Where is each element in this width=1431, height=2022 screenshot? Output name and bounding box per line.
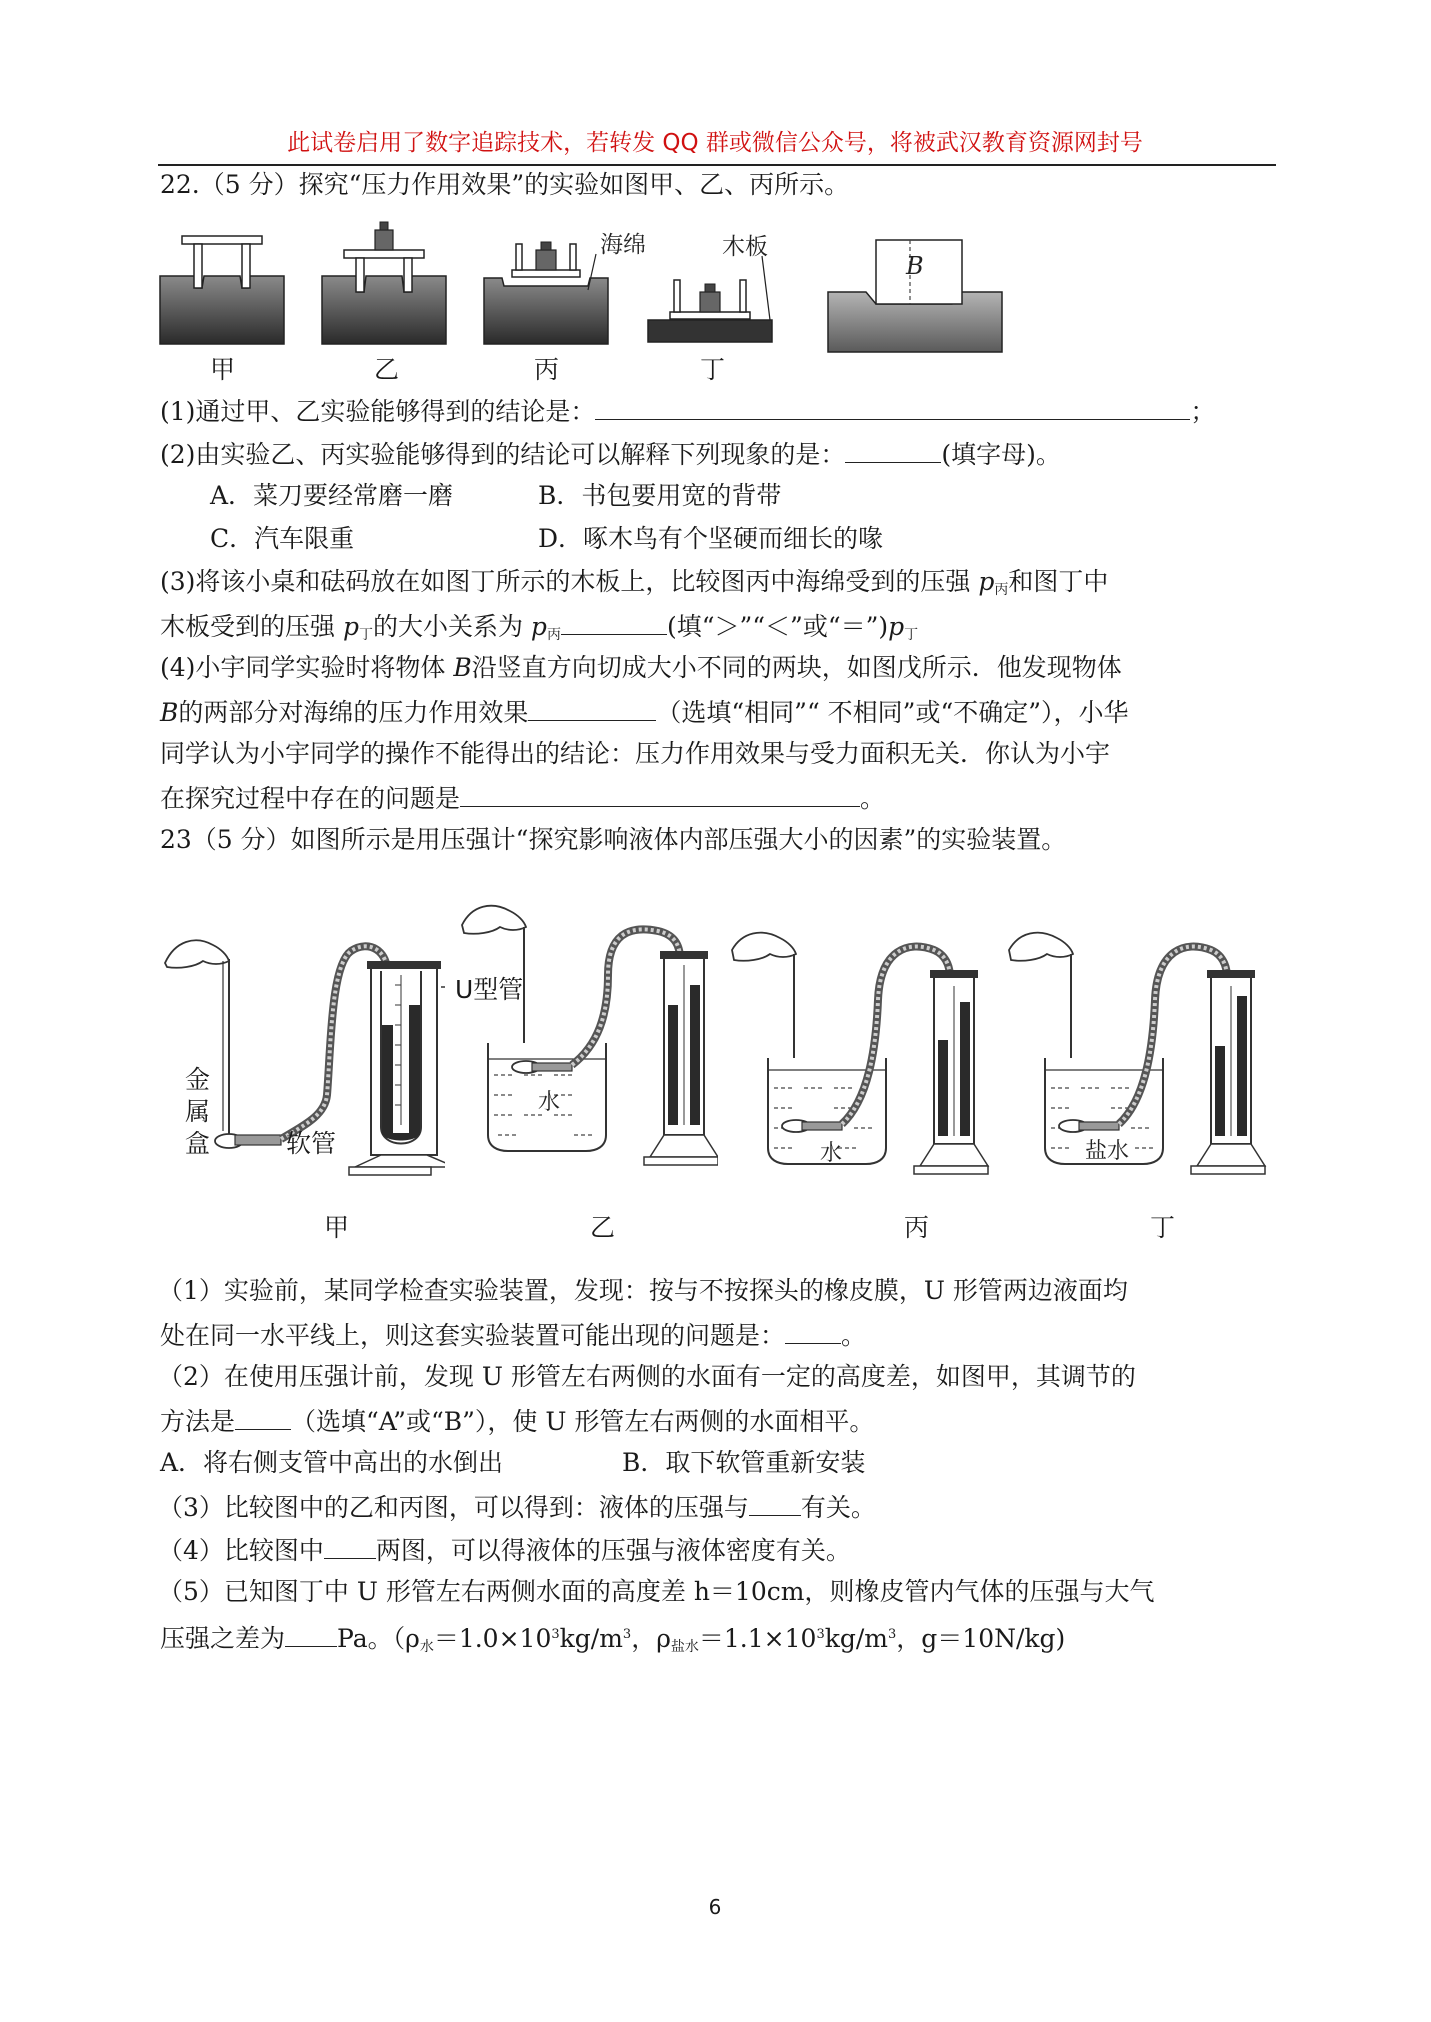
q22-part4-text-f: 。	[860, 784, 886, 813]
q22-part1-end: ；	[1190, 397, 1216, 426]
q22-part3-line2	[160, 610, 918, 650]
answer-blank-23-2[interactable]	[235, 1405, 291, 1430]
p-sub-ding: 丁	[358, 627, 373, 643]
q22-part2-text: (2)由实验乙、丙实验能够得到的结论可以解释下列现象的是：	[160, 440, 846, 469]
figure-23-ding	[1005, 930, 1267, 1192]
q23-part5-text-g: kg/m	[824, 1624, 888, 1653]
figure-22-yi	[320, 218, 448, 346]
p-symbol: p	[888, 612, 905, 641]
rho-sub-water: 水	[419, 1639, 434, 1655]
answer-blank-23-5[interactable]	[285, 1622, 337, 1647]
metal-box-label-1: 金	[185, 1065, 211, 1094]
q23-part5-text-f: ＝1.1×10	[698, 1624, 817, 1653]
q23-part4-text-a: （4）比较图中	[158, 1536, 324, 1565]
answer-blank-22-3[interactable]	[561, 610, 667, 635]
q23-part3-text-a: （3）比较图中的乙和丙图，可以得到：液体的压强与	[158, 1493, 749, 1522]
q23-part2-text-b: （选填“A”或“B”），使 U 形管左右两侧的水面相平。	[291, 1407, 875, 1436]
caption-22-jia: 甲	[210, 355, 236, 384]
q23-part1-line1: （1）实验前，某同学检查实验装置，发现：按与不按探头的橡皮膜，U 形管两边液面均	[158, 1276, 1128, 1305]
q22-part2	[160, 438, 1061, 470]
q22-option-d: D．啄木鸟有个坚硬而细长的喙	[538, 524, 884, 553]
q23-part2-text-a: 方法是	[160, 1407, 236, 1436]
p-symbol: p	[978, 567, 995, 596]
water-label-bing: 水	[820, 1141, 843, 1166]
caption-22-yi: 乙	[374, 355, 400, 384]
q22-part3-text-e: (填“＞”“＜”或“＝”)	[666, 612, 889, 641]
hose-label: 软管	[286, 1129, 337, 1158]
q23-option-b: B．取下软管重新安装	[622, 1448, 866, 1477]
q22-option-c: C．汽车限重	[210, 524, 355, 553]
b-symbol: B	[160, 698, 179, 727]
metal-box-label-3: 盒	[185, 1129, 211, 1158]
block-b-label: B	[906, 252, 924, 280]
q23-part5-text-e: ，ρ	[631, 1624, 671, 1653]
answer-blank-23-3[interactable]	[749, 1491, 801, 1516]
q23-part4	[158, 1534, 851, 1566]
q23-part5-line1: （5）已知图丁中 U 形管左右两侧水面的高度差 h＝10cm，则橡皮管内气体的压强与大气	[158, 1577, 1155, 1606]
figure-22-wu	[826, 238, 1006, 356]
p-sub-bing: 丙	[994, 582, 1009, 598]
q23-part1-end: 。	[841, 1321, 867, 1350]
exponent-3: 3	[551, 1627, 560, 1642]
figure-22-jia	[158, 228, 286, 346]
answer-blank-22-2[interactable]	[845, 438, 941, 463]
q22-title: 22.（5 分）探究“压力作用效果”的实验如图甲、乙、丙所示。	[160, 170, 850, 199]
tracking-warning: 此试卷启用了数字追踪技术，若转发 QQ 群或微信公众号，将被武汉教育资源网封号	[287, 130, 1143, 156]
sponge-label: 海绵	[600, 232, 646, 258]
q22-part3-text-b: 和图丁中	[1008, 567, 1109, 596]
caption-23-bing: 丙	[904, 1213, 930, 1242]
header-rule	[158, 164, 1276, 166]
rho-sub-salt: 盐水	[670, 1639, 699, 1655]
q22-part3-text-c: 木板受到的压强	[160, 612, 343, 641]
q23-part5-text-c: ＝1.0×10	[433, 1624, 552, 1653]
q22-part3-line1	[160, 567, 1108, 605]
q22-part4-text-b: 沿竖直方向切成大小不同的两块，如图戊所示．他发现物体	[471, 653, 1122, 682]
answer-blank-22-1[interactable]	[595, 395, 1190, 420]
salt-water-label: 盐水	[1085, 1139, 1130, 1164]
q23-part5-text-b: Pa。（ρ	[337, 1624, 420, 1653]
q23-part4-text-b: 两图，可以得液体的压强与液体密度有关。	[375, 1536, 851, 1565]
q22-part4-text-c: 的两部分对海绵的压力作用效果	[178, 698, 529, 727]
metal-box-label-2: 属	[185, 1097, 211, 1126]
caption-22-bing: 丙	[534, 355, 560, 384]
q23-part5-text-a: 压强之差为	[160, 1624, 286, 1653]
q22-part1-text: (1)通过甲、乙实验能够得到的结论是：	[160, 397, 596, 426]
q23-part5-text-d: kg/m	[559, 1624, 623, 1653]
figure-23-bing	[728, 930, 990, 1192]
q23-part3	[158, 1491, 876, 1523]
caption-23-ding: 丁	[1150, 1213, 1176, 1242]
page-number: 6	[708, 1895, 722, 1919]
q22-part3-text-d: 的大小关系为	[372, 612, 531, 641]
q23-part5-text-h: ，g＝10N/kg)	[896, 1624, 1066, 1653]
q23-part3-text-b: 有关。	[800, 1493, 876, 1522]
caption-22-ding: 丁	[700, 355, 726, 384]
q22-part4-line4	[160, 782, 885, 814]
figure-23-yi	[458, 895, 718, 1185]
figure-22-ding	[646, 228, 776, 346]
p-symbol: p	[342, 612, 359, 641]
q22-part2-end: (填字母)。	[941, 440, 1061, 469]
q23-part2-line2	[160, 1405, 874, 1437]
q22-part4-text-d: （选填“相同”“ 不相同”或“不确定”），小华	[656, 698, 1129, 727]
q22-part4-text-e: 在探究过程中存在的问题是	[160, 784, 461, 813]
answer-blank-22-4b[interactable]	[460, 782, 860, 807]
answer-blank-23-4[interactable]	[324, 1534, 376, 1559]
caption-23-jia: 甲	[324, 1213, 350, 1242]
answer-blank-22-4a[interactable]	[528, 696, 656, 721]
q22-part4-line2	[160, 696, 1129, 728]
q22-part4-text-a: (4)小宇同学实验时将物体	[160, 653, 454, 682]
figure-22-bing	[482, 228, 654, 346]
p-sub-ding: 丁	[904, 627, 919, 643]
exponent-3: 3	[888, 1627, 897, 1642]
utube-label: U型管	[455, 975, 524, 1004]
p-symbol: p	[530, 612, 547, 641]
q22-option-b: B．书包要用宽的背带	[538, 481, 782, 510]
board-label: 木板	[722, 234, 768, 260]
q22-part3-text-a: (3)将该小桌和砝码放在如图丁所示的木板上，比较图丙中海绵受到的压强	[160, 567, 979, 596]
exponent-3: 3	[816, 1627, 825, 1642]
q23-part2-line1: （2）在使用压强计前，发现 U 形管左右两侧的水面有一定的高度差，如图甲，其调节的	[158, 1362, 1136, 1391]
caption-23-yi: 乙	[590, 1213, 616, 1242]
water-label-yi: 水	[538, 1090, 561, 1115]
p-sub-bing: 丙	[546, 627, 561, 643]
q22-option-a: A．菜刀要经常磨一磨	[210, 481, 454, 510]
q22-part4-line1	[160, 653, 1122, 683]
q23-part5-line2	[160, 1620, 1065, 1662]
answer-blank-23-1[interactable]	[785, 1319, 841, 1344]
q22-part1	[160, 395, 1215, 427]
q23-title: 23（5 分）如图所示是用压强计“探究影响液体内部压强大小的因素”的实验装置。	[160, 825, 1067, 854]
exponent-3: 3	[622, 1627, 632, 1642]
b-symbol: B	[453, 653, 472, 682]
q22-part4-line3: 同学认为小宇同学的操作不能得出的结论：压力作用效果与受力面积无关．你认为小宇	[160, 739, 1111, 768]
q23-part1-line2	[160, 1319, 866, 1351]
q23-option-a: A．将右侧支管中高出的水倒出	[160, 1448, 504, 1477]
q23-part1-text: 处在同一水平线上，则这套实验装置可能出现的问题是：	[160, 1321, 786, 1350]
